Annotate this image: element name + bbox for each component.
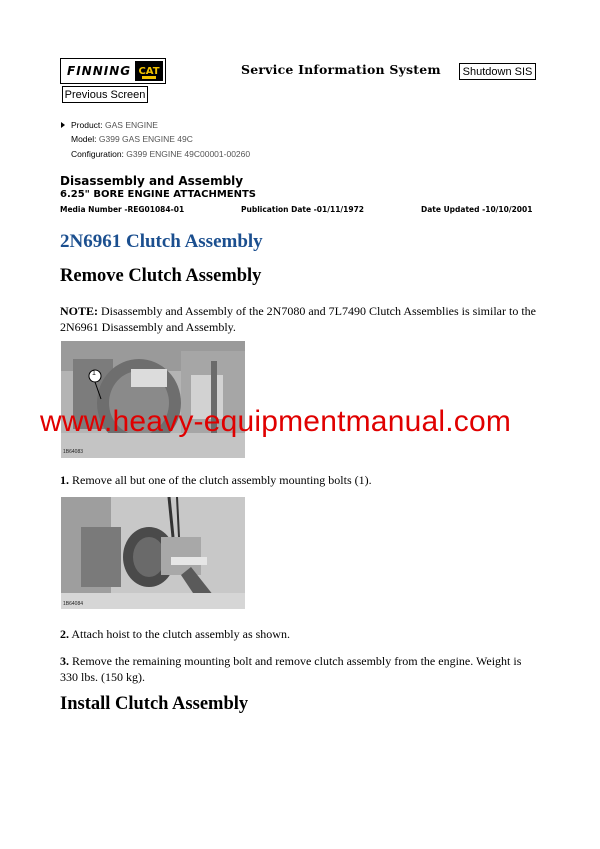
image-1-caption: 1B64083: [63, 449, 84, 455]
cat-logo-icon: CAT: [135, 61, 163, 81]
step-1: [60, 472, 540, 488]
model-value: G399 GAS ENGINE 49C: [98, 134, 193, 144]
note-paragraph: [60, 303, 540, 335]
note-text: Disassembly and Assembly of the 2N7080 and 7L7490 Clutch Assemblies is similar to the 2N6961 Disassembly and Assembly.: [60, 304, 536, 334]
configuration-value: G399 ENGINE 49C00001-00260: [126, 149, 251, 159]
step-3: [60, 653, 538, 685]
model-label: Model:: [71, 134, 97, 144]
configuration-line: [71, 149, 250, 159]
product-value: GAS ENGINE: [105, 120, 158, 130]
step-1-text: Remove all but one of the clutch assembly mounting bolts (1).: [69, 473, 372, 487]
watermark-text: www.heavy-equipmentmanual.com: [40, 405, 512, 438]
step-3-number: 3.: [60, 654, 69, 668]
page-title: 2N6961 Clutch Assembly: [60, 231, 263, 252]
image-2-caption: 1B64084: [63, 601, 84, 607]
media-number: Media Number -REG01084-01: [60, 205, 185, 214]
shutdown-sis-button[interactable]: Shutdown SIS: [459, 63, 536, 80]
step-1-number: 1.: [60, 473, 69, 487]
callout-1-label: 1: [92, 370, 96, 377]
clutch-photo-1-drawing: [61, 341, 245, 458]
system-title: Service Information System: [241, 62, 441, 77]
step-2-text: Attach hoist to the clutch assembly as shown.: [69, 627, 290, 641]
section-title: Disassembly and Assembly: [60, 174, 244, 188]
step-2-number: 2.: [60, 627, 69, 641]
section-subtitle: 6.25" BORE ENGINE ATTACHMENTS: [60, 189, 256, 200]
product-line: [71, 120, 158, 130]
date-updated: Date Updated -10/10/2001: [421, 205, 533, 214]
clutch-photo-1: [61, 341, 245, 458]
finning-cat-logo: [60, 58, 166, 84]
step-3-text: Remove the remaining mounting bolt and remove clutch assembly from the engine. Weight is 330 lbs. (150 kg).: [60, 654, 522, 684]
clutch-photo-2: [61, 497, 245, 609]
publication-date: Publication Date -01/11/1972: [241, 205, 365, 214]
note-label: NOTE:: [60, 304, 99, 318]
product-label: Product:: [71, 120, 103, 130]
previous-screen-button[interactable]: Previous Screen: [62, 86, 148, 103]
bullet-triangle-icon: [61, 122, 65, 128]
configuration-label: Configuration:: [71, 149, 124, 159]
model-line: [71, 134, 193, 144]
step-2: [60, 626, 540, 642]
finning-logo-text: FINNING: [67, 64, 132, 78]
remove-heading: Remove Clutch Assembly: [60, 266, 262, 286]
install-heading: Install Clutch Assembly: [60, 694, 249, 714]
clutch-photo-2-drawing: [61, 497, 245, 609]
